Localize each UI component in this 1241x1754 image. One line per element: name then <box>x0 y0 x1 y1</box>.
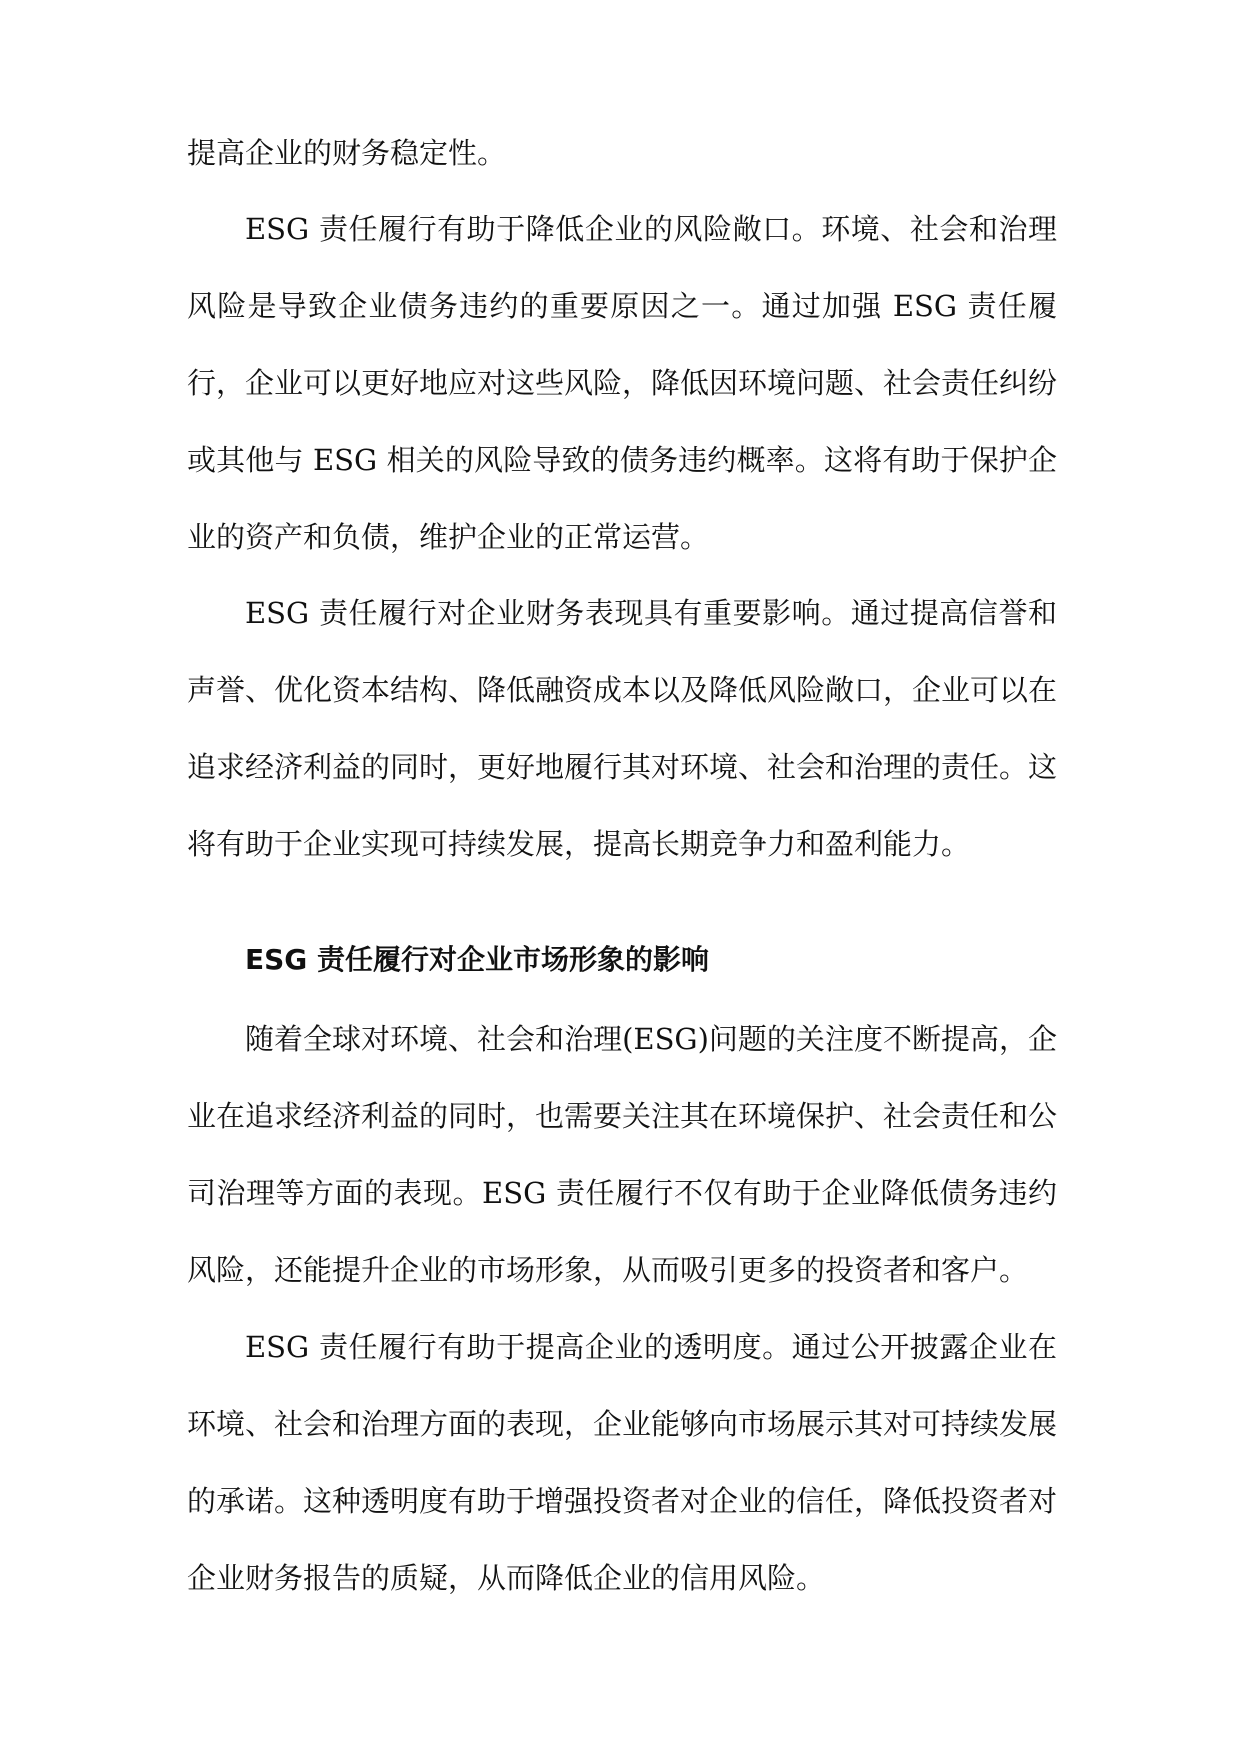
paragraph-market-image: 随着全球对环境、社会和治理(ESG)问题的关注度不断提高，企业在追求经济利益的同时，也需要关注其在环境保护、社会责任和公司治理等方面的表现。ESG 责任履行不仅有助于企业降低债务违约风险，还能提升企业的市场形象，从而吸引更多的投资者和客户。 <box>187 1022 1058 1287</box>
paragraph-transparency: ESG 责任履行有助于提高企业的透明度。通过公开披露企业在环境、社会和治理方面的表现，企业能够向市场展示其对可持续发展的承诺。这种透明度有助于增强投资者对企业的信任，降低投资者对企业财务报告的质疑，从而降低企业的信用风险。 <box>187 1330 1058 1595</box>
paragraph-risk-exposure: ESG 责任履行有助于降低企业的风险敞口。环境、社会和治理风险是导致企业债务违约的重要原因之一。通过加强 ESG 责任履行，企业可以更好地应对这些风险，降低因环境问题、社会责任纠纷或其他与 ESG 相关的风险导致的债务违约概率。这将有助于保护企业的资产和负债，维护企业的正常运营。 <box>187 212 1058 554</box>
section-heading: ESG 责任履行对企业市场形象的影响 <box>245 943 710 976</box>
paragraph-financial-impact: ESG 责任履行对企业财务表现具有重要影响。通过提高信誉和声誉、优化资本结构、降低融资成本以及降低风险敞口，企业可以在追求经济利益的同时，更好地履行其对环境、社会和治理的责任。这将有助于企业实现可持续发展，提高长期竞争力和盈利能力。 <box>187 596 1058 861</box>
paragraph-continuation: 提高企业的财务稳定性。 <box>187 136 507 170</box>
